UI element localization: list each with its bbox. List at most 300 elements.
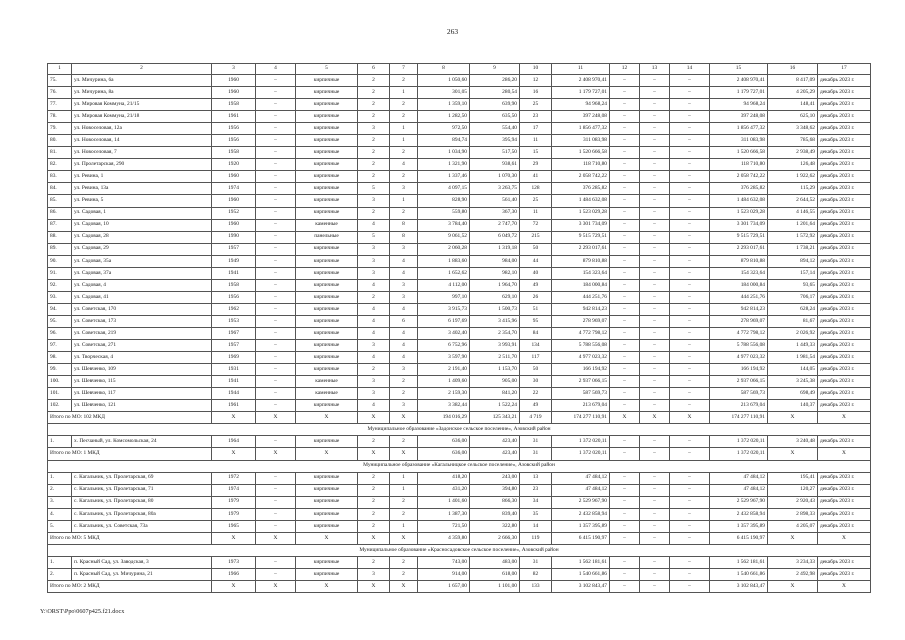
total-cell: X bbox=[768, 412, 818, 424]
table-cell: 1960 bbox=[212, 195, 256, 207]
total-cell: 31 bbox=[520, 448, 552, 460]
table-cell: 1958 bbox=[212, 147, 256, 159]
total-cell: X bbox=[390, 448, 418, 460]
table-cell: 554,40 bbox=[470, 123, 520, 135]
table-cell: – bbox=[670, 340, 710, 352]
table-cell: 3 597,90 bbox=[418, 352, 470, 364]
column-number-header: 1 bbox=[48, 64, 72, 75]
table-cell: кирпичные bbox=[296, 340, 358, 352]
table-cell: 1961 bbox=[212, 400, 256, 412]
table-cell: 5 bbox=[358, 183, 390, 195]
table-cell: – bbox=[640, 496, 670, 508]
table-cell: 213 679,04 bbox=[552, 400, 610, 412]
header-row bbox=[48, 64, 871, 75]
table-cell: 2 191,40 bbox=[418, 364, 470, 376]
table-cell: 17 bbox=[520, 123, 552, 135]
table-cell: кирпичные bbox=[296, 267, 358, 279]
table-cell: – bbox=[670, 400, 710, 412]
table-cell: – bbox=[610, 279, 640, 291]
table-cell: 16 bbox=[520, 87, 552, 99]
table-cell: – bbox=[640, 376, 670, 388]
table-cell: 1 bbox=[390, 484, 418, 496]
table-cell: 444 251,76 bbox=[710, 291, 768, 303]
table-cell: – bbox=[256, 291, 296, 303]
table-cell: 1 bbox=[390, 123, 418, 135]
total-cell: – bbox=[670, 580, 710, 592]
table-cell: декабрь 2023 г. bbox=[818, 219, 871, 231]
table-cell: – bbox=[610, 520, 640, 532]
table-cell: ул. Пролетарская, 290 bbox=[72, 159, 212, 171]
table-cell: – bbox=[256, 267, 296, 279]
table-cell: 1 282,50 bbox=[418, 111, 470, 123]
table-cell: 4 772 798,12 bbox=[710, 327, 768, 339]
table-cell: 1 319,18 bbox=[470, 243, 520, 255]
table-cell: 1 357 395,89 bbox=[552, 520, 610, 532]
table-cell: – bbox=[610, 147, 640, 159]
total-cell: X bbox=[296, 532, 358, 544]
table-row bbox=[48, 243, 871, 255]
table-cell: 100. bbox=[48, 376, 72, 388]
table-cell: 1 520 666,58 bbox=[710, 147, 768, 159]
total-cell: 1 372 020,11 bbox=[552, 448, 610, 460]
total-cell: X bbox=[818, 448, 871, 460]
table-cell: – bbox=[610, 243, 640, 255]
table-cell: 3 415,96 bbox=[470, 315, 520, 327]
table-cell: 1944 bbox=[212, 388, 256, 400]
total-cell: – bbox=[670, 532, 710, 544]
table-cell: 4 bbox=[390, 255, 418, 267]
column-number-header: 4 bbox=[256, 64, 296, 75]
table-cell: 4 112,00 bbox=[418, 279, 470, 291]
table-cell: 50 bbox=[520, 243, 552, 255]
table-cell: – bbox=[610, 195, 640, 207]
table-cell: 96. bbox=[48, 327, 72, 339]
total-cell: X bbox=[768, 448, 818, 460]
table-cell: 1960 bbox=[212, 75, 256, 87]
table-cell: 1979 bbox=[212, 496, 256, 508]
table-cell: – bbox=[610, 207, 640, 219]
table-cell: с. Кагальник, ул. Пролетарская, 71 bbox=[72, 484, 212, 496]
table-cell: 4 772 798,12 bbox=[552, 327, 610, 339]
table-cell: 11 bbox=[520, 207, 552, 219]
table-cell: – bbox=[610, 99, 640, 111]
table-cell: 4 bbox=[358, 400, 390, 412]
table-cell: 79. bbox=[48, 123, 72, 135]
table-cell: декабрь 2023 г. bbox=[818, 376, 871, 388]
table-cell: 4 977 023,32 bbox=[710, 352, 768, 364]
table-cell: кирпичные bbox=[296, 508, 358, 520]
table-row bbox=[48, 340, 871, 352]
column-number-header: 9 bbox=[470, 64, 520, 75]
table-cell: 3 bbox=[390, 279, 418, 291]
table-cell: 47 484,12 bbox=[552, 472, 610, 484]
table-row bbox=[48, 484, 871, 496]
table-cell: 2 bbox=[358, 147, 390, 159]
table-cell: 1949 bbox=[212, 255, 256, 267]
table-cell: 3 402,40 bbox=[418, 327, 470, 339]
table-cell: 4 205,07 bbox=[768, 520, 818, 532]
total-cell: 6 415 190,97 bbox=[710, 532, 768, 544]
table-cell: – bbox=[670, 496, 710, 508]
column-number-header: 10 bbox=[520, 64, 552, 75]
table-cell: 3 bbox=[358, 243, 390, 255]
table-cell: кирпичные bbox=[296, 472, 358, 484]
table-cell: 4 bbox=[390, 267, 418, 279]
column-number-header: 12 bbox=[610, 64, 640, 75]
table-cell: 166 194,92 bbox=[710, 364, 768, 376]
table-cell: – bbox=[640, 219, 670, 231]
table-cell: 1 bbox=[390, 520, 418, 532]
table-cell: 2 bbox=[358, 364, 390, 376]
column-number-header: 16 bbox=[768, 64, 818, 75]
table-cell: 23 bbox=[520, 111, 552, 123]
table-cell: декабрь 2023 г. bbox=[818, 99, 871, 111]
table-row bbox=[48, 400, 871, 412]
table-cell: 1941 bbox=[212, 376, 256, 388]
table-cell: – bbox=[670, 255, 710, 267]
table-row bbox=[48, 171, 871, 183]
table-cell: 938,61 bbox=[470, 159, 520, 171]
table-cell: 80. bbox=[48, 135, 72, 147]
table-cell: 1 738,21 bbox=[768, 243, 818, 255]
table-row bbox=[48, 267, 871, 279]
table-cell: – bbox=[640, 508, 670, 520]
table-cell: 9 061,52 bbox=[418, 231, 470, 243]
table-cell: декабрь 2023 г. bbox=[818, 207, 871, 219]
table-cell: – bbox=[670, 315, 710, 327]
table-cell: – bbox=[256, 376, 296, 388]
table-cell: – bbox=[640, 135, 670, 147]
table-cell: 2 bbox=[390, 111, 418, 123]
table-cell: – bbox=[256, 364, 296, 376]
total-cell: 194 016,29 bbox=[418, 412, 470, 424]
table-cell: декабрь 2023 г. bbox=[818, 556, 871, 568]
table-cell: 1941 bbox=[212, 267, 256, 279]
table-cell: 102. bbox=[48, 400, 72, 412]
table-cell: 2 159,30 bbox=[418, 388, 470, 400]
table-cell: 3 993,91 bbox=[470, 340, 520, 352]
total-row bbox=[48, 448, 871, 460]
table-cell: 4 146,55 bbox=[768, 207, 818, 219]
total-label: Итого по МО: 5 МКД bbox=[48, 532, 212, 544]
total-cell: X bbox=[358, 532, 390, 544]
column-number-header: 8 bbox=[418, 64, 470, 75]
table-cell: кирпичные bbox=[296, 195, 358, 207]
table-cell: 1 523 029,28 bbox=[710, 207, 768, 219]
table-cell: 972,50 bbox=[418, 123, 470, 135]
total-cell: X bbox=[390, 580, 418, 592]
table-cell: 1965 bbox=[212, 520, 256, 532]
table-cell: – bbox=[610, 400, 640, 412]
table-cell: – bbox=[670, 75, 710, 87]
total-cell: X bbox=[390, 532, 418, 544]
table-cell: – bbox=[610, 291, 640, 303]
table-row bbox=[48, 111, 871, 123]
table-cell: 828,90 bbox=[418, 195, 470, 207]
table-cell: 1 321,90 bbox=[418, 159, 470, 171]
total-row bbox=[48, 580, 871, 592]
table-cell: 2 bbox=[358, 472, 390, 484]
table-cell: – bbox=[670, 207, 710, 219]
table-cell: 2 bbox=[358, 436, 390, 448]
column-number-header: 15 bbox=[710, 64, 768, 75]
table-cell: – bbox=[610, 364, 640, 376]
table-cell: 5 788 556,08 bbox=[710, 340, 768, 352]
table-cell: декабрь 2023 г. bbox=[818, 255, 871, 267]
table-cell: 9 515 729,51 bbox=[552, 231, 610, 243]
table-cell: 483,00 bbox=[470, 556, 520, 568]
table-cell: декабрь 2023 г. bbox=[818, 75, 871, 87]
table-cell: 78. bbox=[48, 111, 72, 123]
table-cell: п. Красный Сад, ул. Заводская, 3 bbox=[72, 556, 212, 568]
table-cell: декабрь 2023 г. bbox=[818, 484, 871, 496]
table-cell: 92. bbox=[48, 279, 72, 291]
table-cell: – bbox=[640, 207, 670, 219]
table-cell: 2 bbox=[390, 436, 418, 448]
table-cell: 1 070,30 bbox=[470, 171, 520, 183]
table-cell: декабрь 2023 г. bbox=[818, 364, 871, 376]
table-cell: – bbox=[610, 556, 640, 568]
table-cell: 2 644,52 bbox=[768, 195, 818, 207]
table-cell: 1931 bbox=[212, 364, 256, 376]
table-cell: 157,14 bbox=[768, 267, 818, 279]
table-cell: 635,50 bbox=[470, 111, 520, 123]
table-cell: 84 bbox=[520, 327, 552, 339]
table-cell: – bbox=[256, 195, 296, 207]
table-cell: – bbox=[640, 75, 670, 87]
table-cell: 1 500,73 bbox=[470, 303, 520, 315]
table-cell: – bbox=[610, 472, 640, 484]
table-cell: – bbox=[640, 436, 670, 448]
table-cell: – bbox=[256, 556, 296, 568]
table-cell: – bbox=[256, 400, 296, 412]
municipality-title: Муниципальное образование «Задонское сельское поселение», Азовский район bbox=[48, 424, 871, 436]
table-cell: 13 bbox=[520, 472, 552, 484]
municipality-section-row bbox=[48, 460, 871, 472]
table-cell: 2 bbox=[358, 484, 390, 496]
table-cell: 5 bbox=[358, 231, 390, 243]
table-cell: 2 747,70 bbox=[470, 219, 520, 231]
table-row bbox=[48, 75, 871, 87]
table-cell: декабрь 2023 г. bbox=[818, 231, 871, 243]
table-cell: 2 408 970,41 bbox=[710, 75, 768, 87]
table-cell: кирпичные bbox=[296, 352, 358, 364]
table-cell: с. Кагальник, ул. Пролетарская, 80а bbox=[72, 508, 212, 520]
total-cell: 4 359,80 bbox=[418, 532, 470, 544]
table-cell: 3 bbox=[390, 364, 418, 376]
table-cell: ул. Новоселовая, 7 bbox=[72, 147, 212, 159]
table-cell: 1956 bbox=[212, 291, 256, 303]
table-cell: 2 bbox=[358, 171, 390, 183]
total-cell: X bbox=[390, 412, 418, 424]
table-cell: 2 938,49 bbox=[768, 147, 818, 159]
table-cell: 1 bbox=[390, 87, 418, 99]
table-cell: – bbox=[256, 255, 296, 267]
table-row bbox=[48, 123, 871, 135]
table-cell: 2 058 742,22 bbox=[710, 171, 768, 183]
table-cell: ул. Советская, 173 bbox=[72, 315, 212, 327]
table-cell: 2 bbox=[358, 135, 390, 147]
table-cell: кирпичные bbox=[296, 255, 358, 267]
table-cell: 195,41 bbox=[768, 472, 818, 484]
table-cell: 15 bbox=[520, 147, 552, 159]
table-cell: 942 814,23 bbox=[710, 303, 768, 315]
table-cell: 2 529 967,90 bbox=[552, 496, 610, 508]
table-cell: 47 484,12 bbox=[710, 472, 768, 484]
table-cell: – bbox=[610, 303, 640, 315]
table-cell: 322,80 bbox=[470, 520, 520, 532]
table-cell: 140,37 bbox=[768, 400, 818, 412]
table-cell: – bbox=[610, 484, 640, 496]
table-cell: – bbox=[610, 388, 640, 400]
table-cell: 154 323,64 bbox=[710, 267, 768, 279]
table-cell: 2 bbox=[390, 556, 418, 568]
table-cell: – bbox=[640, 231, 670, 243]
table-cell: – bbox=[670, 99, 710, 111]
table-cell: декабрь 2023 г. bbox=[818, 340, 871, 352]
table-cell: 134 bbox=[520, 340, 552, 352]
table-cell: 3 bbox=[358, 340, 390, 352]
table-cell: 184 000,84 bbox=[710, 279, 768, 291]
table-cell: – bbox=[640, 171, 670, 183]
table-cell: 1 540 661,86 bbox=[552, 568, 610, 580]
table-cell: 99. bbox=[48, 364, 72, 376]
table-cell: – bbox=[670, 472, 710, 484]
table-cell: ул. Ревина, 13а bbox=[72, 183, 212, 195]
table-cell: 1 179 727,01 bbox=[552, 87, 610, 99]
table-cell: 12 bbox=[520, 75, 552, 87]
table-cell: 1961 bbox=[212, 111, 256, 123]
column-number-header: 6 bbox=[358, 64, 390, 75]
table-cell: – bbox=[610, 327, 640, 339]
table-cell: – bbox=[640, 472, 670, 484]
table-cell: 2 293 017,61 bbox=[710, 243, 768, 255]
total-cell: X bbox=[358, 448, 390, 460]
table-cell: 5 788 556,08 bbox=[552, 340, 610, 352]
table-row bbox=[48, 315, 871, 327]
total-cell: 174 277 110,91 bbox=[710, 412, 768, 424]
table-cell: 1 652,62 bbox=[418, 267, 470, 279]
table-cell: 2 bbox=[390, 496, 418, 508]
table-cell: ул. Мичурина, 8а bbox=[72, 87, 212, 99]
table-cell: 721,50 bbox=[418, 520, 470, 532]
table-cell: 942 814,23 bbox=[552, 303, 610, 315]
table-cell: 3 301 734,09 bbox=[552, 219, 610, 231]
table-cell: – bbox=[670, 327, 710, 339]
table-cell: декабрь 2023 г. bbox=[818, 496, 871, 508]
table-cell: 1 520 666,58 bbox=[552, 147, 610, 159]
table-cell: – bbox=[640, 183, 670, 195]
table-row bbox=[48, 303, 871, 315]
table-cell: 1 922,62 bbox=[768, 171, 818, 183]
table-cell: 1974 bbox=[212, 484, 256, 496]
table-cell: 3. bbox=[48, 496, 72, 508]
table-cell: – bbox=[670, 243, 710, 255]
table-cell: декабрь 2023 г. bbox=[818, 327, 871, 339]
column-number-header: 3 bbox=[212, 64, 256, 75]
table-cell: 636,00 bbox=[418, 436, 470, 448]
file-path: Y:\ORST\Ppo\0607p425.f21.docx bbox=[40, 608, 125, 615]
table-cell: 4 bbox=[390, 159, 418, 171]
table-cell: – bbox=[670, 87, 710, 99]
table-cell: 3 348,62 bbox=[768, 123, 818, 135]
table-cell: 2 408 970,41 bbox=[552, 75, 610, 87]
table-cell: кирпичные bbox=[296, 484, 358, 496]
total-row bbox=[48, 412, 871, 424]
table-cell: 639,90 bbox=[470, 99, 520, 111]
table-cell: 40 bbox=[520, 267, 552, 279]
table-cell: – bbox=[670, 436, 710, 448]
table-cell: 2 bbox=[358, 75, 390, 87]
table-cell: ул. Новоселовая, 12а bbox=[72, 123, 212, 135]
table-cell: ул. Садовая, 10 bbox=[72, 219, 212, 231]
table-cell: – bbox=[256, 315, 296, 327]
table-cell: 3 784,40 bbox=[418, 219, 470, 231]
table-cell: 85. bbox=[48, 195, 72, 207]
table-cell: 301,05 bbox=[418, 87, 470, 99]
table-cell: ул. Шевченко, 121 bbox=[72, 400, 212, 412]
table-cell: ул. Советская, 271 bbox=[72, 340, 212, 352]
table-cell: 2 bbox=[390, 376, 418, 388]
table-cell: 1 401,60 bbox=[418, 496, 470, 508]
table-cell: 128 bbox=[520, 183, 552, 195]
table-cell: кирпичные bbox=[296, 207, 358, 219]
table-cell: – bbox=[670, 159, 710, 171]
table-cell: 376 285,82 bbox=[710, 183, 768, 195]
table-cell: 839,40 bbox=[470, 508, 520, 520]
table-cell: 1973 bbox=[212, 556, 256, 568]
table-cell: 1960 bbox=[212, 171, 256, 183]
table-cell: – bbox=[610, 255, 640, 267]
table-cell: – bbox=[256, 99, 296, 111]
table-row bbox=[48, 568, 871, 580]
table-cell: – bbox=[610, 183, 640, 195]
table-cell: 2 bbox=[390, 75, 418, 87]
table-cell: – bbox=[256, 352, 296, 364]
table-cell: – bbox=[640, 400, 670, 412]
table-cell: 1 372 020,11 bbox=[552, 436, 610, 448]
table-row bbox=[48, 496, 871, 508]
table-cell: – bbox=[256, 243, 296, 255]
table-cell: 625,10 bbox=[768, 111, 818, 123]
municipality-section-row bbox=[48, 424, 871, 436]
table-row bbox=[48, 183, 871, 195]
table-cell: – bbox=[256, 520, 296, 532]
table-cell: 2 bbox=[390, 99, 418, 111]
table-cell: декабрь 2023 г. bbox=[818, 243, 871, 255]
table-row bbox=[48, 291, 871, 303]
table-cell: 278 969,07 bbox=[552, 315, 610, 327]
table-cell: – bbox=[640, 267, 670, 279]
table-cell: 4 bbox=[390, 327, 418, 339]
table-cell: кирпичные bbox=[296, 123, 358, 135]
municipality-section-row bbox=[48, 544, 871, 556]
table-cell: 1957 bbox=[212, 340, 256, 352]
total-cell: – bbox=[670, 448, 710, 460]
table-cell: – bbox=[670, 279, 710, 291]
table-cell: 126,48 bbox=[768, 159, 818, 171]
table-cell: 841,20 bbox=[470, 388, 520, 400]
table-cell: 3 bbox=[358, 376, 390, 388]
table-cell: 423,40 bbox=[470, 436, 520, 448]
table-cell: 1 964,70 bbox=[470, 279, 520, 291]
table-cell: 2 bbox=[390, 388, 418, 400]
table-cell: 154 323,64 bbox=[552, 267, 610, 279]
table-cell: 2 354,70 bbox=[470, 327, 520, 339]
table-cell: 618,00 bbox=[470, 568, 520, 580]
table-cell: 3 bbox=[358, 568, 390, 580]
table-cell: 2 bbox=[358, 87, 390, 99]
